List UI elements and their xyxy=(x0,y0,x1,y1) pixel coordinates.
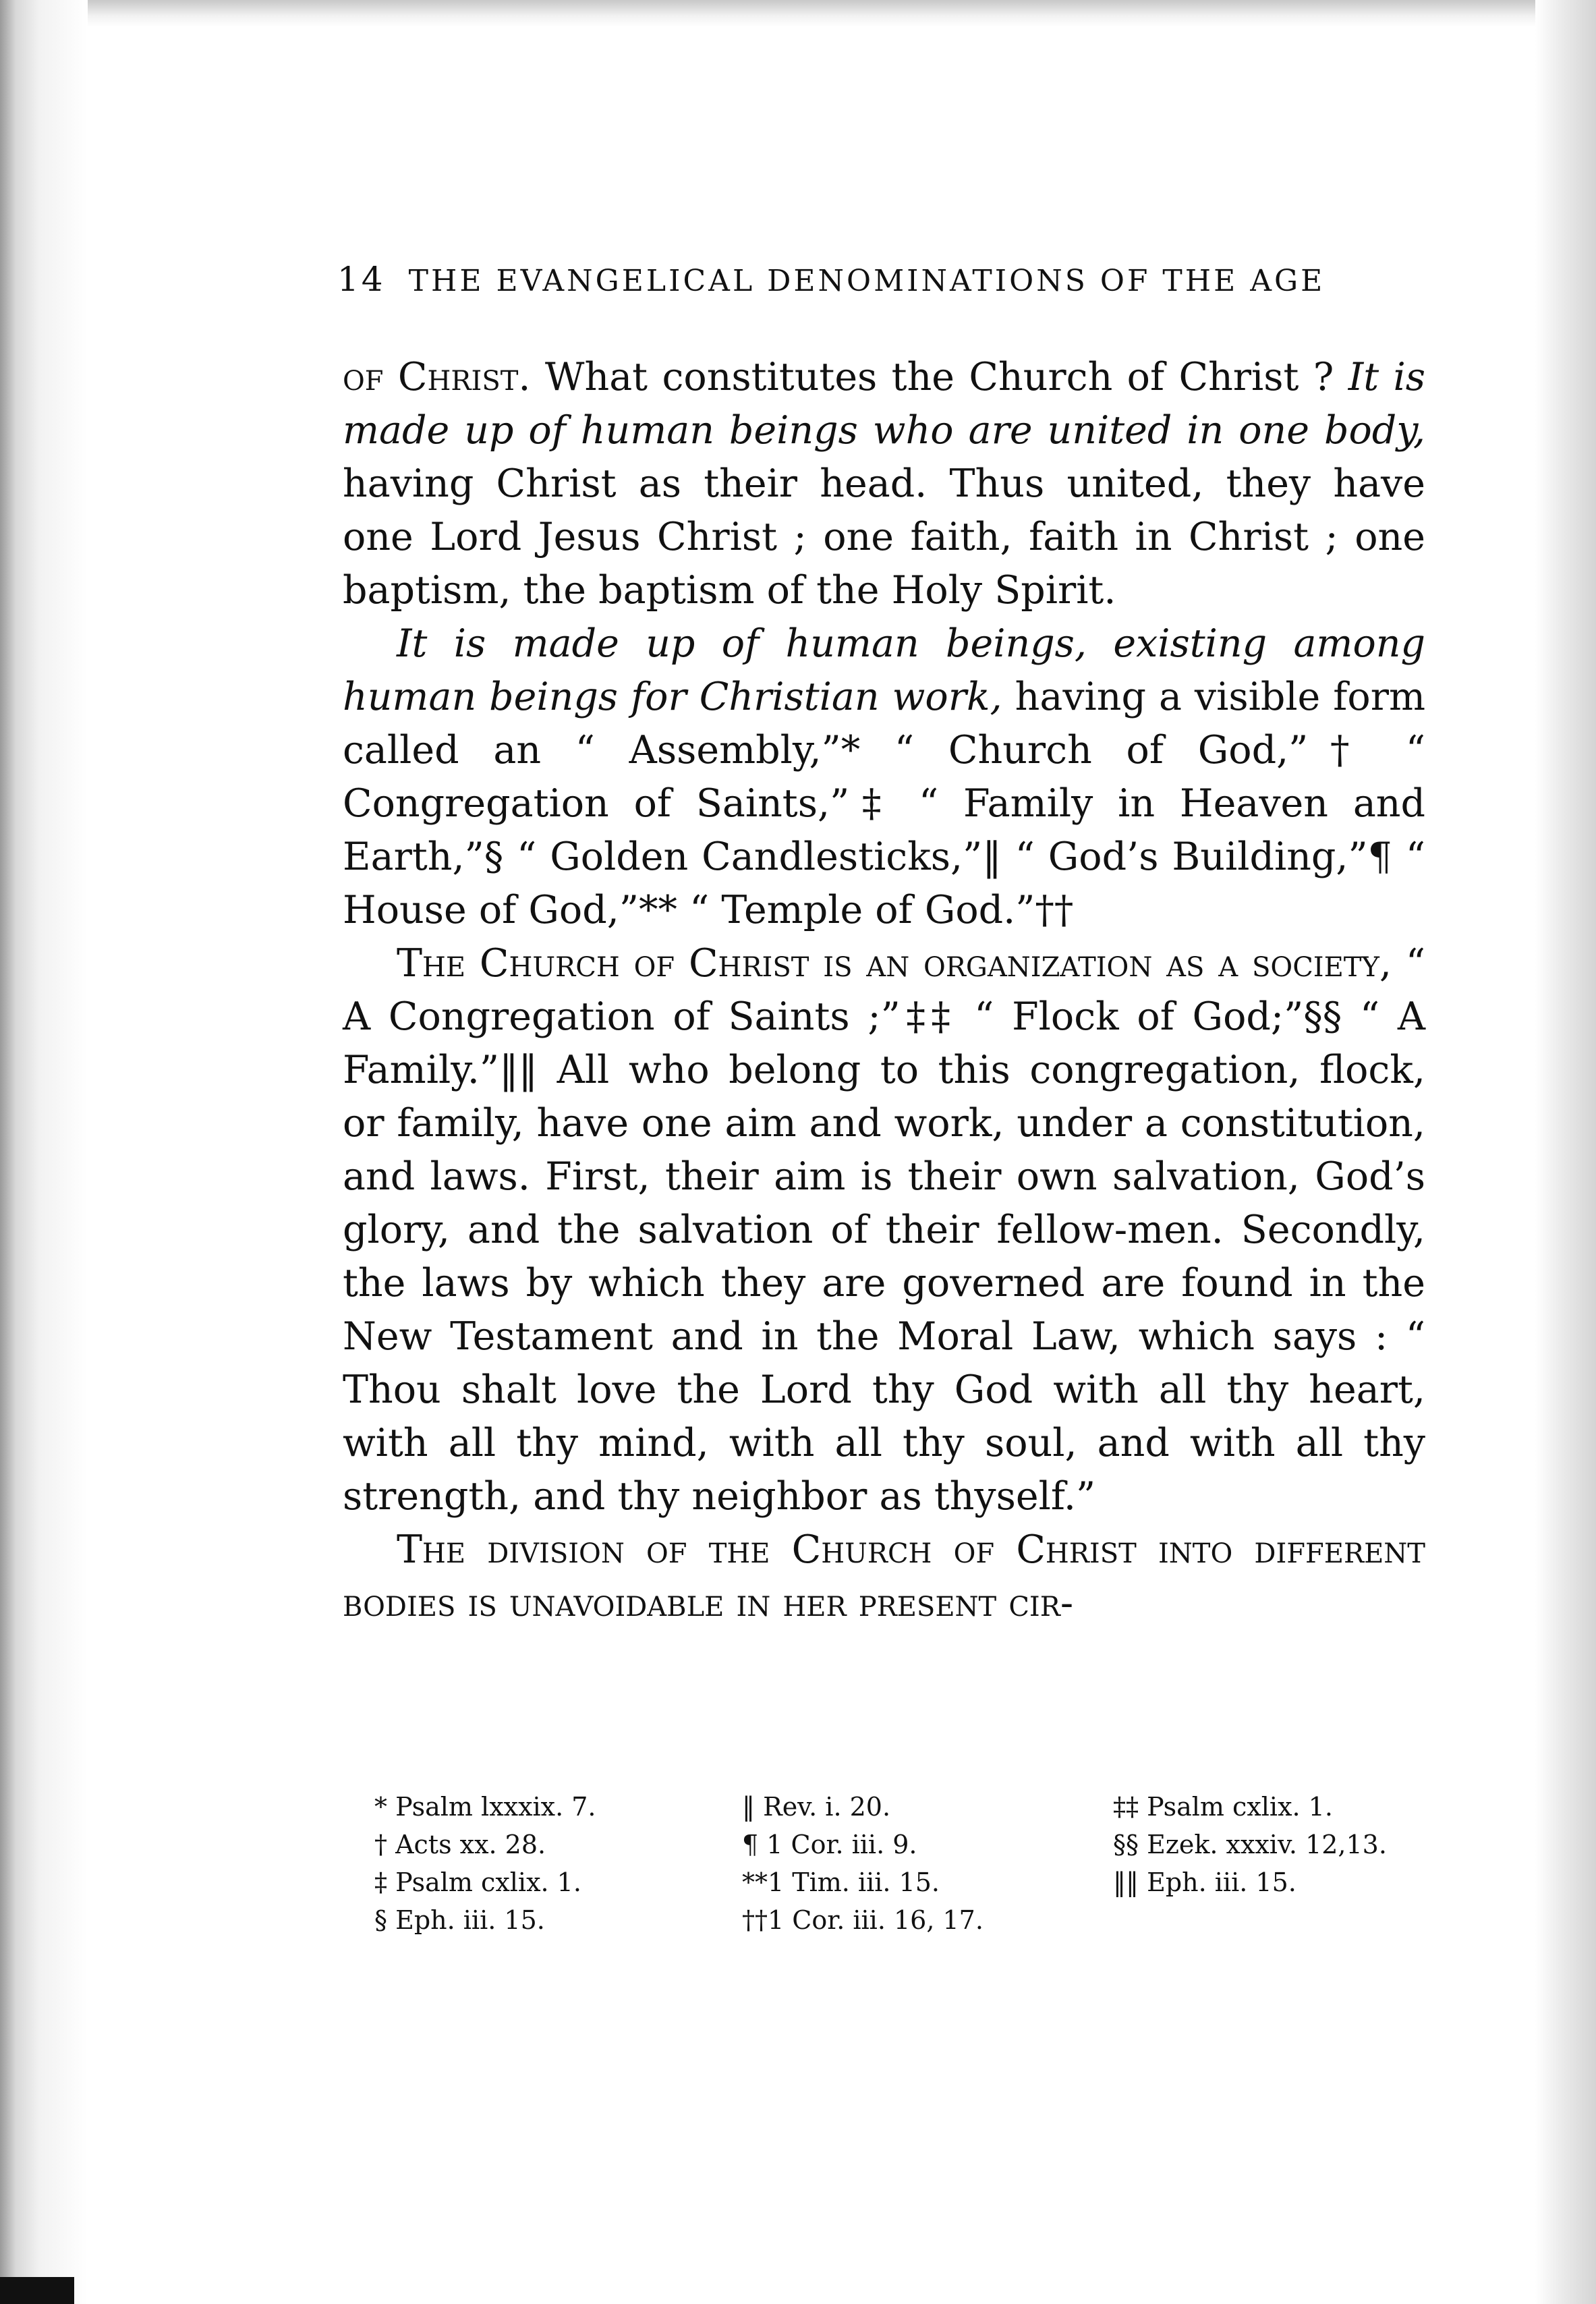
body-text xyxy=(343,351,1425,1630)
paragraph-1-text-b: having Christ as their head. Thus united, they have one Lord Jesus Christ ; one faith, faith in Christ ; one baptism, the baptism of the Holy Spirit. xyxy=(343,461,1425,613)
running-title: THE EVANGELICAL DENOMINATIONS OF THE AGE xyxy=(408,264,1326,298)
paragraph-4-lead: The division of the Church of Christ into different bodies is unavoidable in her present cir- xyxy=(343,1527,1425,1625)
footnote: ‖ Rev. i. 20. xyxy=(742,1792,891,1822)
page-number: 14 xyxy=(337,260,386,299)
footnote: ‡ Psalm cxlix. 1. xyxy=(374,1867,581,1897)
footnote: § Eph. iii. 15. xyxy=(374,1905,545,1935)
paragraph-3-lead: The Church of Christ is an organization as a society, xyxy=(397,941,1392,986)
scan-binding-edge xyxy=(0,0,88,2304)
footnote-column-3 xyxy=(1113,1788,1387,1901)
running-head xyxy=(337,260,1325,299)
footnote: ‖‖ Eph. iii. 15. xyxy=(1113,1867,1296,1897)
paragraph-1-text-a: What constitutes the Church of Christ ? xyxy=(530,355,1348,399)
paragraph-3-text: “ A Congregation of Saints ;”‡‡ “ Flock of God;”§§ “ A Family.”‖‖ All who belong to this congregation, flock, or family, have one aim and work, under a constitution, and laws. First, their aim is their own salvation, God’s glory, and the salvation of their fellow-men. Secondly, the laws by which they are governed are found in the New Testament and in the Moral Law, which says : “ Thou shalt love the Lord thy God with all thy heart, with all thy mind, with all thy soul, and with all thy strength, and thy neighbor as thyself.” xyxy=(343,941,1425,1519)
footnote-column-1 xyxy=(374,1788,596,1939)
paragraph-2 xyxy=(343,617,1425,937)
footnote: * Psalm lxxxix. 7. xyxy=(374,1792,596,1822)
scan-top-edge xyxy=(0,0,1596,27)
paragraph-1-italic: It is made up of human beings who are united in one body, xyxy=(343,355,1425,453)
footnote: ¶ 1 Cor. iii. 9. xyxy=(742,1830,917,1859)
footnote: §§ Ezek. xxxiv. 12,13. xyxy=(1113,1830,1387,1859)
paragraph-4 xyxy=(343,1523,1425,1630)
paragraph-2-italic: It is made up of human beings, existing among human beings for Christian work, xyxy=(343,621,1425,719)
paragraph-1 xyxy=(343,351,1425,617)
footnote: **1 Tim. iii. 15. xyxy=(742,1867,940,1897)
scan-right-edge xyxy=(1535,0,1596,2304)
footnote-column-2 xyxy=(742,1788,984,1939)
footnote: ‡‡ Psalm cxlix. 1. xyxy=(1113,1792,1333,1822)
footnote: ††1 Cor. iii. 16, 17. xyxy=(742,1905,984,1935)
paragraph-3 xyxy=(343,937,1425,1523)
paragraph-2-text: having a visible form called an “ Assembly,”* “ Church of God,”† “ Congregation of Saints,”‡ “ Family in Heaven and Earth,”§ “ Golden Candlesticks,”‖ “ God’s Building,”¶ “ House of God,”** “ Temple of God.”†† xyxy=(343,675,1426,932)
scan-corner xyxy=(0,2277,74,2304)
paragraph-1-lead: of Christ. xyxy=(343,355,531,399)
footnote: † Acts xx. 28. xyxy=(374,1830,546,1859)
